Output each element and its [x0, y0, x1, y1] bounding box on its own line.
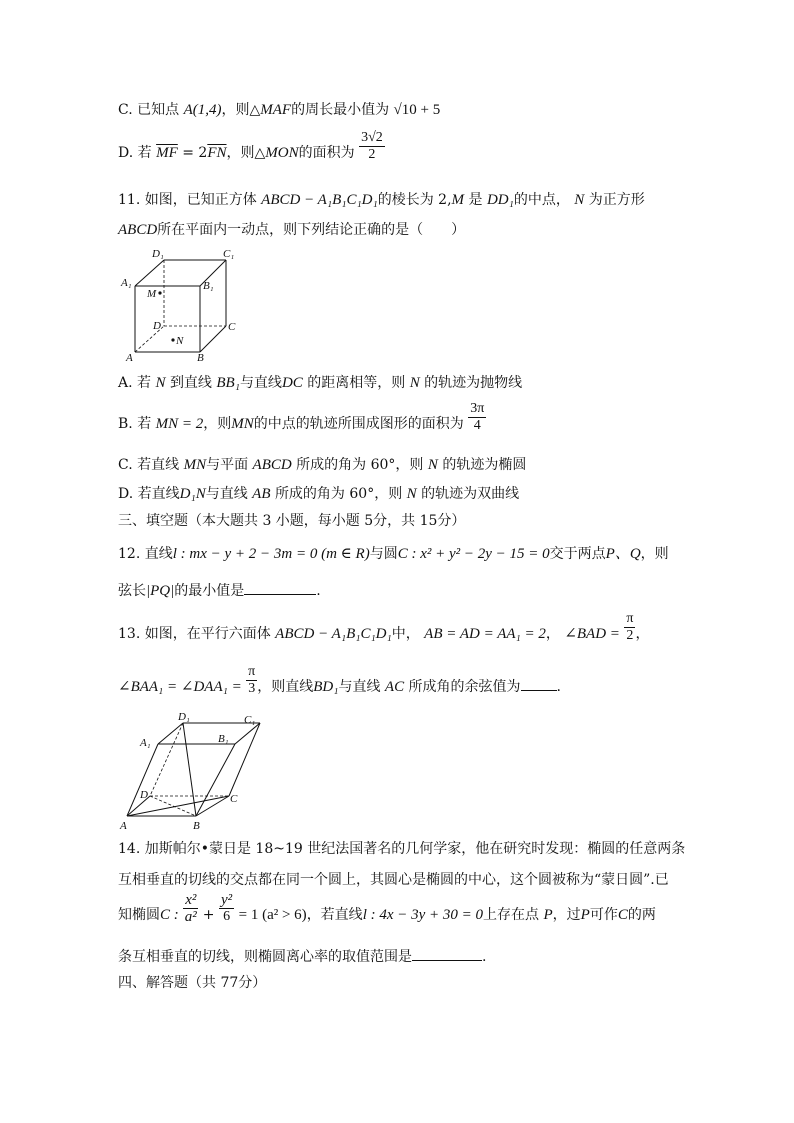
label-c1: C₁ [223, 248, 235, 260]
text: . [556, 679, 561, 695]
numerator: y² [221, 891, 233, 908]
text: ，则 [640, 546, 669, 562]
label-b: B [193, 820, 200, 832]
cube-name: ABCD − A₁B₁C₁D₁ [261, 192, 378, 208]
point-n: N [406, 486, 417, 502]
line-ab: AB [252, 486, 271, 502]
text: ，则△ [226, 145, 266, 161]
numerator: π [626, 610, 634, 626]
denominator: a² [184, 908, 197, 925]
fraction [219, 892, 234, 925]
text: 弦长 [118, 583, 146, 599]
text: 可作 [589, 907, 618, 923]
line-d1n: D₁N [179, 486, 206, 502]
q14-line1: 14. 加斯帕尔•蒙日是 18~19 世纪法国著名的几何学家，他在研究时发现：椭圆的任意两条 [118, 841, 686, 857]
numerator: 3π [470, 400, 485, 416]
text: 中， [391, 626, 420, 642]
q13-line2 [118, 663, 561, 697]
fraction [246, 664, 257, 697]
label-d: D [153, 320, 161, 332]
point-m: M [451, 192, 465, 208]
answer-blank[interactable] [521, 676, 557, 691]
denominator: 3 [248, 680, 256, 696]
segment-dd1: DD₁ [486, 192, 514, 208]
plane-abcd: ABCD [118, 222, 158, 238]
label-b: B [197, 352, 204, 364]
line-ac: AC [384, 679, 405, 695]
fraction [624, 611, 635, 644]
text: . [316, 583, 321, 599]
text: 所成的角为 60°，则 [274, 486, 403, 502]
equation-rhs: = 1 (a² > 6) [238, 907, 307, 923]
text: . [482, 949, 487, 965]
label-b1: B₁ [203, 280, 214, 292]
line-mn: MN [183, 457, 207, 473]
ellipse-name: C [617, 907, 628, 923]
text: ， [545, 626, 560, 642]
text: D. 若直线 [118, 486, 180, 502]
q14-line3: 知椭圆C : $\frac{\text{x²}}{\text{a²}}$ + $\frac{\text{y²}}{6}$ = 1 (a² > 6)，若直线l : 4x − 3y + 30 = 0上存在点 P，过P可作C的两 [118, 891, 656, 925]
option-label: D. 若 [118, 145, 152, 161]
q11-line1 [118, 190, 645, 210]
text: 上存在点 [483, 907, 540, 923]
point-a: A(1,4) [183, 102, 222, 118]
denominator: 2 [368, 146, 376, 162]
text: C. 若直线 [118, 457, 180, 473]
text: 11. 如图，已知正方体 [118, 192, 257, 208]
equation: MN = 2 [155, 416, 204, 432]
text: 的中点， [513, 192, 570, 208]
label-c1: C₁ [244, 714, 256, 726]
angle-bad: ∠BAD = [564, 626, 620, 642]
parallelepiped-figure [118, 710, 278, 835]
text: 是 [468, 192, 483, 208]
angle-baa1: ∠BAA₁ = ∠DAA₁ = [118, 679, 242, 695]
text: 的面积为 [298, 145, 355, 161]
section-4-heading: 四、解答题（共 77分） [118, 975, 267, 991]
text: = 2 [182, 145, 208, 161]
text: 所在平面内一动点，则下列结论正确的是（ ） [157, 222, 466, 238]
fraction [183, 892, 198, 925]
point-n: N [155, 375, 166, 391]
text: 的棱长为 2, [377, 192, 452, 208]
q10-option-d [118, 129, 385, 163]
numerator: 3√2 [361, 129, 383, 145]
numerator: π [248, 663, 256, 679]
line-bd1: BD₁ [313, 679, 339, 695]
text: 的最小值是 [174, 583, 245, 599]
q12-line2 [118, 580, 321, 601]
text: ，过 [552, 907, 581, 923]
plane-abcd: ABCD [252, 457, 292, 473]
text: 的周长最小值为 [291, 102, 390, 118]
text: 为正方形 [588, 192, 645, 208]
text: ，则 [203, 416, 232, 432]
text: 的中点的轨迹所围成图形的面积为 [253, 416, 464, 432]
label-d1: D₁ [152, 248, 164, 260]
fraction [468, 401, 486, 434]
q11-option-a [118, 373, 522, 393]
text: 的轨迹为椭圆 [442, 457, 527, 473]
label-n: N [176, 335, 184, 347]
label-c: C [228, 321, 236, 333]
line-equation: l : 4x − 3y + 30 = 0 [362, 907, 484, 923]
circle-equation: C : x² + y² − 2y − 15 = 0 [397, 546, 550, 562]
label-a1: A₁ [121, 277, 132, 289]
text: A. 若 [118, 375, 152, 391]
fraction [359, 130, 385, 163]
text: ，则直线 [257, 679, 314, 695]
text: 的两 [627, 907, 656, 923]
numerator: x² [185, 891, 197, 908]
denominator: 6 [223, 908, 231, 924]
q11-option-d [118, 484, 519, 504]
text: 与直线 [239, 375, 282, 391]
line-dc: DC [281, 375, 303, 391]
text: ，若直线 [306, 907, 363, 923]
line-equation: l : mx − y + 2 − 3m = 0 (m ∈ R) [172, 546, 370, 562]
label-m: M [147, 288, 157, 300]
text: ，则△ [221, 102, 261, 118]
denominator: 4 [473, 417, 481, 433]
label-a: A [126, 352, 133, 364]
text: 到直线 [169, 375, 212, 391]
text: 条互相垂直的切线，则椭圆离心率的取值范围是 [118, 949, 412, 965]
option-label: C. 已知点 [118, 102, 180, 118]
q14-line2: 互相垂直的切线的交点都在同一个圆上，其圆心是椭圆的中心，这个圆被称为“蒙日圆”.已 [118, 872, 669, 888]
q11-line2 [118, 220, 465, 240]
label-d1: D₁ [178, 711, 190, 723]
q12-line1 [118, 544, 669, 564]
label-a1: A₁ [140, 737, 151, 749]
text: 13. 如图，在平行六面体 [118, 626, 271, 642]
chord-length: |PQ| [146, 583, 175, 599]
point-p: P [580, 907, 590, 923]
text: 所成角的余弦值为 [408, 679, 521, 695]
text: 的轨迹为双曲线 [421, 486, 520, 502]
points-pq: P、Q [605, 546, 641, 562]
text: 与直线 [205, 486, 248, 502]
answer-blank[interactable] [412, 946, 482, 961]
point-n: N [574, 192, 585, 208]
ellipse-name: C : [160, 907, 179, 923]
text: 的轨迹为抛物线 [424, 375, 523, 391]
cube-figure [118, 244, 248, 364]
text: 知椭圆 [118, 907, 160, 923]
equation: AB = AD = AA₁ = 2 [424, 626, 546, 642]
section-3-heading: 三、填空题（本大题共 3 小题，每小题 5分，共 15分） [118, 513, 466, 529]
q13-line1 [118, 610, 650, 644]
point-n: N [409, 375, 420, 391]
point-n: N [427, 457, 438, 473]
answer-blank[interactable] [244, 580, 316, 595]
text: 交于两点 [549, 546, 606, 562]
vector-mf: $\overline{MF}$ [156, 145, 178, 161]
text: 的距离相等，则 [307, 375, 406, 391]
label-b1: B₁ [218, 733, 229, 745]
q14-line4 [118, 946, 486, 967]
point-p: P [543, 907, 553, 923]
q11-option-c [118, 455, 526, 475]
text: 与平面 [206, 457, 249, 473]
denominator: 2 [626, 627, 634, 643]
text: 与直线 [338, 679, 381, 695]
segment-mn: MN [231, 416, 254, 432]
vector-fn: $\overline{FN}$ [207, 145, 227, 161]
text: 所成的角为 60°，则 [296, 457, 424, 473]
label-d: D [140, 789, 148, 801]
triangle-name: MAF [260, 102, 292, 118]
label-c: C [230, 793, 238, 805]
answer-value: √10 + 5 [393, 102, 441, 118]
text: B. 若 [118, 416, 152, 432]
q10-option-c [118, 100, 440, 120]
triangle-name: MON [265, 145, 299, 161]
text: ， [635, 626, 650, 642]
text: 与圆 [369, 546, 398, 562]
line-bb1: BB₁ [216, 375, 240, 391]
text: 12. 直线 [118, 546, 173, 562]
label-a: A [120, 820, 127, 832]
solid-name: ABCD − A₁B₁C₁D₁ [275, 626, 392, 642]
